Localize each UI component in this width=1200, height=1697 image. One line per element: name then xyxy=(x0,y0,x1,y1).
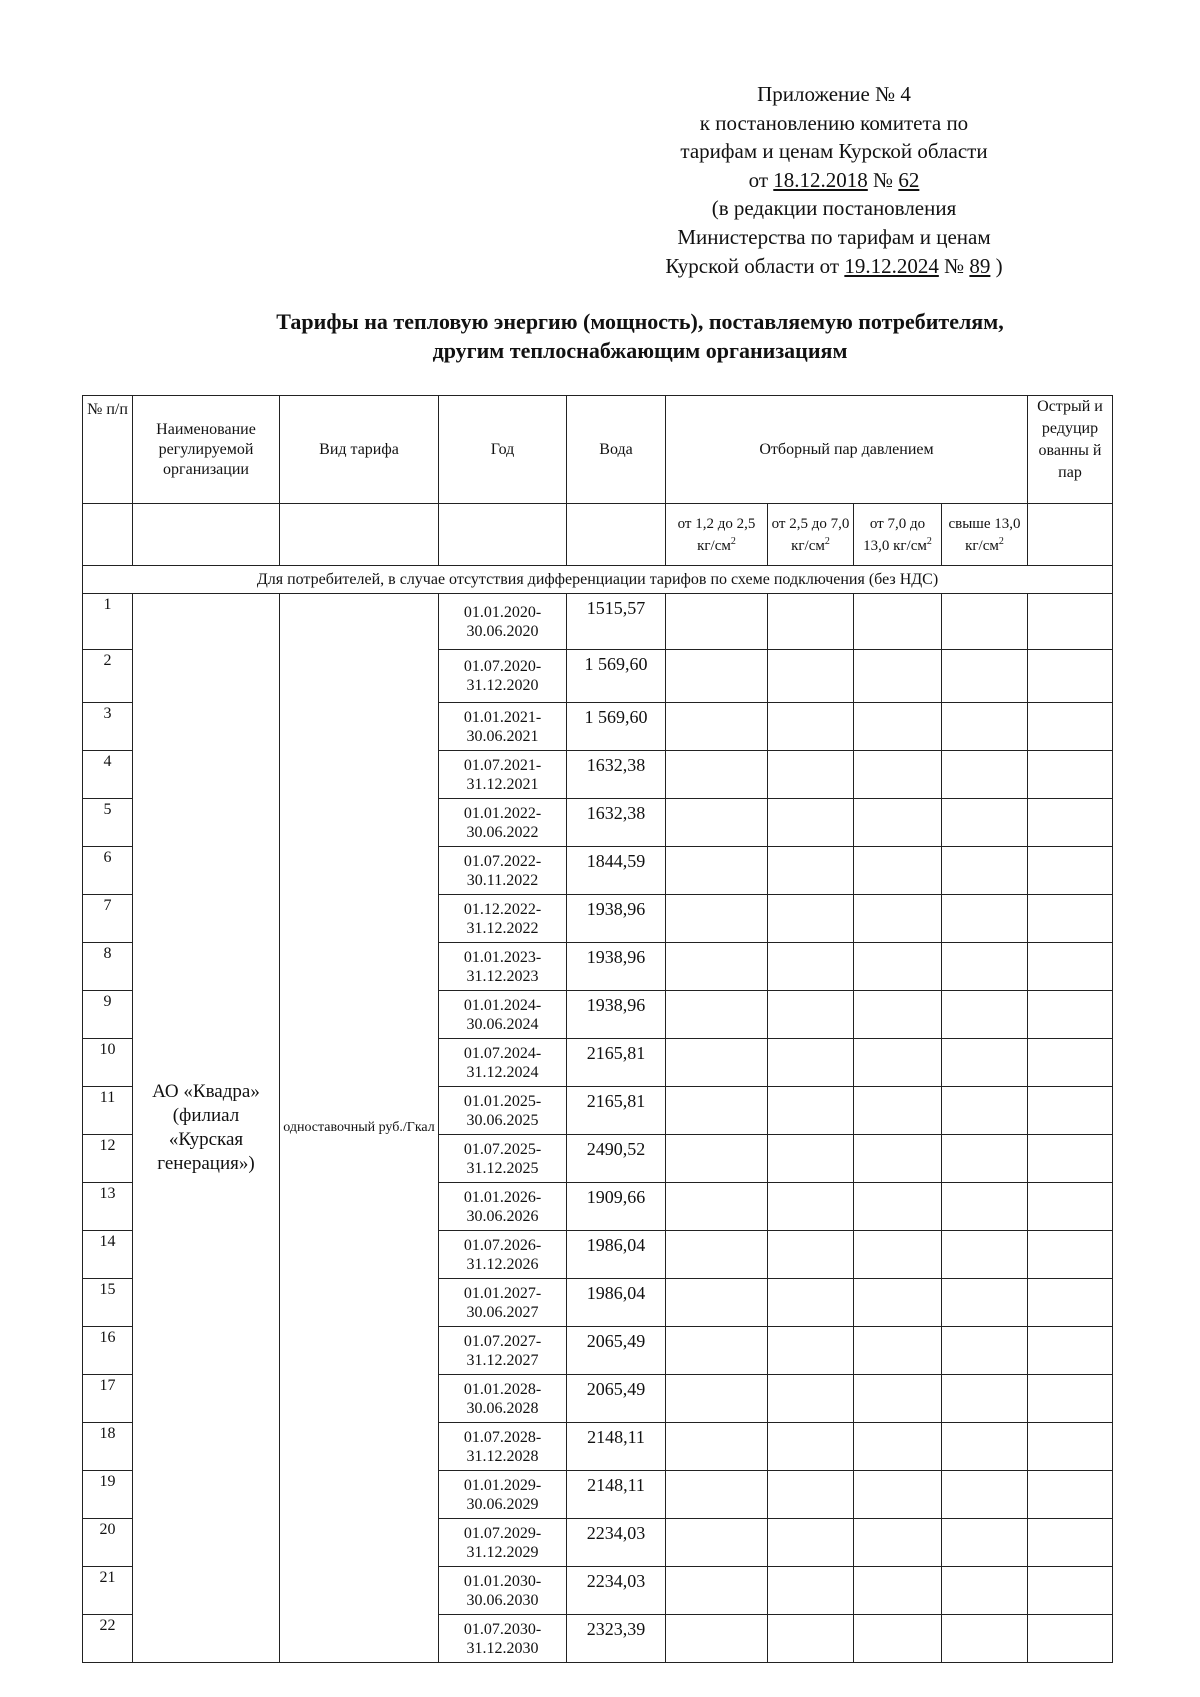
empty-cell xyxy=(666,1183,768,1231)
empty-cell xyxy=(768,650,854,703)
appendix-line: (в редакции постановления xyxy=(711,196,957,221)
empty-cell xyxy=(854,1279,942,1327)
tariff-period: 01.01.2030-30.06.2030 xyxy=(439,1567,567,1615)
pressure-label: от 7,0 до 13,0 кг/см xyxy=(863,515,927,554)
revision-date: 19.12.2024 xyxy=(844,253,939,278)
empty-cell xyxy=(768,703,854,751)
empty-cell xyxy=(768,1135,854,1183)
row-number: 9 xyxy=(83,991,133,1039)
tariff-period: 01.07.2030-31.12.2030 xyxy=(439,1615,567,1663)
subheader-row xyxy=(83,504,1113,566)
empty-cell xyxy=(854,650,942,703)
empty-cell xyxy=(942,1615,1028,1663)
empty-cell xyxy=(1028,799,1113,847)
empty-cell xyxy=(666,1039,768,1087)
empty-cell xyxy=(854,1087,942,1135)
empty-cell xyxy=(280,504,439,566)
empty-cell xyxy=(1028,1231,1113,1279)
appendix-text: № xyxy=(938,253,970,278)
empty-cell xyxy=(1028,943,1113,991)
tariff-period: 01.01.2021-30.06.2021 xyxy=(439,703,567,751)
empty-cell xyxy=(666,1087,768,1135)
empty-cell xyxy=(666,1327,768,1375)
header-sharp-steam: Острый и редуцир ованны й пар xyxy=(1028,396,1113,504)
tariff-period: 01.07.2026-31.12.2026 xyxy=(439,1231,567,1279)
empty-cell xyxy=(942,650,1028,703)
section-row xyxy=(83,566,1113,594)
row-number: 14 xyxy=(83,1231,133,1279)
empty-cell xyxy=(1028,650,1113,703)
superscript: 2 xyxy=(824,535,830,547)
empty-cell xyxy=(942,895,1028,943)
tariff-period: 01.01.2020-30.06.2020 xyxy=(439,594,567,650)
empty-cell xyxy=(942,847,1028,895)
row-number: 10 xyxy=(83,1039,133,1087)
empty-cell xyxy=(1028,703,1113,751)
empty-cell xyxy=(1028,1615,1113,1663)
empty-cell xyxy=(1028,504,1113,566)
empty-cell xyxy=(768,895,854,943)
water-tariff: 1938,96 xyxy=(567,991,666,1039)
empty-cell xyxy=(666,594,768,650)
empty-cell xyxy=(1028,895,1113,943)
row-number: 19 xyxy=(83,1471,133,1519)
empty-cell xyxy=(666,847,768,895)
appendix-text: Курской области от xyxy=(665,253,845,278)
empty-cell xyxy=(768,1375,854,1423)
empty-cell xyxy=(666,1615,768,1663)
empty-cell xyxy=(854,751,942,799)
header-water: Вода xyxy=(567,396,666,504)
row-number: 20 xyxy=(83,1519,133,1567)
empty-cell xyxy=(83,504,133,566)
empty-cell xyxy=(1028,991,1113,1039)
empty-cell xyxy=(854,703,942,751)
empty-cell xyxy=(942,1087,1028,1135)
appendix-text: № xyxy=(867,167,899,192)
row-number: 18 xyxy=(83,1423,133,1471)
superscript: 2 xyxy=(730,535,736,547)
row-number: 7 xyxy=(83,895,133,943)
empty-cell xyxy=(1028,1279,1113,1327)
empty-cell xyxy=(1028,1183,1113,1231)
tariff-period: 01.07.2028-31.12.2028 xyxy=(439,1423,567,1471)
empty-cell xyxy=(854,1135,942,1183)
tariff-period: 01.07.2027-31.12.2027 xyxy=(439,1327,567,1375)
empty-cell xyxy=(1028,1039,1113,1087)
empty-cell xyxy=(942,943,1028,991)
water-tariff: 1515,57 xyxy=(567,594,666,650)
pressure-label: свыше 13,0 кг/см xyxy=(948,515,1021,554)
empty-cell xyxy=(666,650,768,703)
pressure-label: от 2,5 до 7,0 кг/см xyxy=(771,515,850,554)
superscript: 2 xyxy=(926,535,932,547)
tariff-period: 01.07.2020-31.12.2020 xyxy=(439,650,567,703)
empty-cell xyxy=(666,703,768,751)
table-row xyxy=(83,594,1113,650)
empty-cell xyxy=(768,1519,854,1567)
tariff-period: 01.01.2028-30.06.2028 xyxy=(439,1375,567,1423)
empty-cell xyxy=(1028,847,1113,895)
row-number: 21 xyxy=(83,1567,133,1615)
empty-cell xyxy=(942,1183,1028,1231)
empty-cell xyxy=(768,1471,854,1519)
empty-cell xyxy=(768,847,854,895)
empty-cell xyxy=(854,1375,942,1423)
row-number: 1 xyxy=(83,594,133,650)
row-number: 8 xyxy=(83,943,133,991)
row-number: 16 xyxy=(83,1327,133,1375)
empty-cell xyxy=(1028,1375,1113,1423)
empty-cell xyxy=(439,504,567,566)
row-number: 15 xyxy=(83,1279,133,1327)
empty-cell xyxy=(666,1135,768,1183)
empty-cell xyxy=(666,1423,768,1471)
empty-cell xyxy=(768,991,854,1039)
empty-cell xyxy=(768,1567,854,1615)
empty-cell xyxy=(854,594,942,650)
tariff-period: 01.01.2026-30.06.2026 xyxy=(439,1183,567,1231)
empty-cell xyxy=(768,1423,854,1471)
water-tariff: 2323,39 xyxy=(567,1615,666,1663)
appendix-line: Приложение № 4 xyxy=(757,82,911,106)
tariff-period: 01.07.2022-30.11.2022 xyxy=(439,847,567,895)
row-number: 12 xyxy=(83,1135,133,1183)
title-line: другим теплоснабжающим организациям xyxy=(432,338,848,363)
empty-cell xyxy=(666,1519,768,1567)
empty-cell xyxy=(768,1279,854,1327)
tariff-period: 01.07.2029-31.12.2029 xyxy=(439,1519,567,1567)
tariff-period: 01.01.2023-31.12.2023 xyxy=(439,943,567,991)
appendix-line: тарифам и ценам Курской области xyxy=(680,139,988,164)
water-tariff: 1986,04 xyxy=(567,1279,666,1327)
tariff-period: 01.07.2021-31.12.2021 xyxy=(439,751,567,799)
decree-date: 18.12.2018 xyxy=(773,167,868,192)
empty-cell xyxy=(768,1087,854,1135)
empty-cell xyxy=(666,1279,768,1327)
empty-cell xyxy=(1028,1471,1113,1519)
pressure-label: от 1,2 до 2,5 кг/см xyxy=(677,515,756,554)
empty-cell xyxy=(942,1231,1028,1279)
water-tariff: 1 569,60 xyxy=(567,650,666,703)
empty-cell xyxy=(768,594,854,650)
empty-cell xyxy=(666,1231,768,1279)
tariff-period: 01.07.2025-31.12.2025 xyxy=(439,1135,567,1183)
water-tariff: 2148,11 xyxy=(567,1423,666,1471)
empty-cell xyxy=(768,799,854,847)
row-number: 3 xyxy=(83,703,133,751)
empty-cell xyxy=(942,594,1028,650)
empty-cell xyxy=(768,943,854,991)
empty-cell xyxy=(666,895,768,943)
appendix-text: от xyxy=(748,167,774,192)
empty-cell xyxy=(854,1615,942,1663)
water-tariff: 1986,04 xyxy=(567,1231,666,1279)
water-tariff: 1938,96 xyxy=(567,943,666,991)
empty-cell xyxy=(942,1279,1028,1327)
empty-cell xyxy=(666,1471,768,1519)
empty-cell xyxy=(1028,1423,1113,1471)
superscript: 2 xyxy=(998,535,1004,547)
empty-cell xyxy=(854,1423,942,1471)
empty-cell xyxy=(854,1519,942,1567)
header-row xyxy=(83,396,1113,504)
row-number: 6 xyxy=(83,847,133,895)
water-tariff: 1 569,60 xyxy=(567,703,666,751)
tariff-period: 01.01.2029-30.06.2029 xyxy=(439,1471,567,1519)
empty-cell xyxy=(854,1471,942,1519)
empty-cell xyxy=(1028,1567,1113,1615)
empty-cell xyxy=(942,1039,1028,1087)
tariff-period: 01.01.2024-30.06.2024 xyxy=(439,991,567,1039)
empty-cell xyxy=(942,1519,1028,1567)
empty-cell xyxy=(768,751,854,799)
section-label: Для потребителей, в случае отсутствия дифференциации тарифов по схеме подключения (без НДС) xyxy=(83,566,1113,594)
document-title xyxy=(160,307,1120,365)
subheader-pressure-4 xyxy=(942,504,1028,566)
subheader-pressure-2 xyxy=(768,504,854,566)
tariff-table xyxy=(82,395,1113,1663)
empty-cell xyxy=(854,799,942,847)
empty-cell xyxy=(1028,751,1113,799)
appendix-line xyxy=(604,252,1064,281)
water-tariff: 2165,81 xyxy=(567,1087,666,1135)
empty-cell xyxy=(854,847,942,895)
empty-cell xyxy=(666,1567,768,1615)
empty-cell xyxy=(942,991,1028,1039)
empty-cell xyxy=(942,1375,1028,1423)
tariff-kind: одноставочный руб./Гкал xyxy=(280,594,439,1663)
appendix-line xyxy=(604,166,1064,195)
title-line: Тарифы на тепловую энергию (мощность), поставляемую потребителям, xyxy=(276,309,1004,334)
water-tariff: 2490,52 xyxy=(567,1135,666,1183)
empty-cell xyxy=(942,1471,1028,1519)
water-tariff: 1632,38 xyxy=(567,751,666,799)
header-extraction-steam: Отборный пар давлением xyxy=(666,396,1028,504)
empty-cell xyxy=(666,1375,768,1423)
water-tariff: 2148,11 xyxy=(567,1471,666,1519)
water-tariff: 1632,38 xyxy=(567,799,666,847)
empty-cell xyxy=(854,895,942,943)
empty-cell xyxy=(666,799,768,847)
decree-number: 62 xyxy=(898,167,920,192)
appendix-line: к постановлению комитета по xyxy=(699,110,969,135)
water-tariff: 1938,96 xyxy=(567,895,666,943)
appendix-line: Министерства по тарифам и ценам xyxy=(677,224,991,249)
appendix-text: ) xyxy=(990,253,1003,278)
subheader-pressure-1 xyxy=(666,504,768,566)
empty-cell xyxy=(942,1327,1028,1375)
row-number: 5 xyxy=(83,799,133,847)
empty-cell xyxy=(666,991,768,1039)
row-number: 2 xyxy=(83,650,133,703)
water-tariff: 2065,49 xyxy=(567,1375,666,1423)
empty-cell xyxy=(768,1231,854,1279)
empty-cell xyxy=(768,1615,854,1663)
empty-cell xyxy=(666,943,768,991)
empty-cell xyxy=(1028,1519,1113,1567)
water-tariff: 2234,03 xyxy=(567,1519,666,1567)
empty-cell xyxy=(567,504,666,566)
row-number: 11 xyxy=(83,1087,133,1135)
empty-cell xyxy=(768,1039,854,1087)
empty-cell xyxy=(942,1423,1028,1471)
row-number: 13 xyxy=(83,1183,133,1231)
empty-cell xyxy=(666,751,768,799)
empty-cell xyxy=(1028,1135,1113,1183)
row-number: 4 xyxy=(83,751,133,799)
water-tariff: 1844,59 xyxy=(567,847,666,895)
empty-cell xyxy=(942,1567,1028,1615)
organization-name: АО «Квадра» (филиал «Курская генерация») xyxy=(133,594,280,1663)
tariff-period: 01.07.2024-31.12.2024 xyxy=(439,1039,567,1087)
empty-cell xyxy=(1028,594,1113,650)
water-tariff: 2234,03 xyxy=(567,1567,666,1615)
empty-cell xyxy=(854,1039,942,1087)
empty-cell xyxy=(942,799,1028,847)
empty-cell xyxy=(854,1183,942,1231)
water-tariff: 2065,49 xyxy=(567,1327,666,1375)
row-number: 17 xyxy=(83,1375,133,1423)
tariff-period: 01.12.2022-31.12.2022 xyxy=(439,895,567,943)
empty-cell xyxy=(854,991,942,1039)
revision-number: 89 xyxy=(969,253,991,278)
empty-cell xyxy=(1028,1087,1113,1135)
empty-cell xyxy=(854,1231,942,1279)
empty-cell xyxy=(942,751,1028,799)
tariff-period: 01.01.2027-30.06.2027 xyxy=(439,1279,567,1327)
header-tariff-kind: Вид тарифа xyxy=(280,396,439,504)
water-tariff: 1909,66 xyxy=(567,1183,666,1231)
subheader-pressure-3 xyxy=(854,504,942,566)
empty-cell xyxy=(133,504,280,566)
tariff-period: 01.01.2022-30.06.2022 xyxy=(439,799,567,847)
header-year: Год xyxy=(439,396,567,504)
row-number: 22 xyxy=(83,1615,133,1663)
header-organization: Наименование регулируемой организации xyxy=(133,396,280,504)
water-tariff: 2165,81 xyxy=(567,1039,666,1087)
empty-cell xyxy=(768,1327,854,1375)
empty-cell xyxy=(854,1327,942,1375)
empty-cell xyxy=(1028,1327,1113,1375)
empty-cell xyxy=(942,703,1028,751)
appendix-header xyxy=(604,80,1064,280)
empty-cell xyxy=(942,1135,1028,1183)
header-number: № п/п xyxy=(83,396,133,504)
empty-cell xyxy=(854,1567,942,1615)
empty-cell xyxy=(768,1183,854,1231)
empty-cell xyxy=(854,943,942,991)
tariff-period: 01.01.2025-30.06.2025 xyxy=(439,1087,567,1135)
